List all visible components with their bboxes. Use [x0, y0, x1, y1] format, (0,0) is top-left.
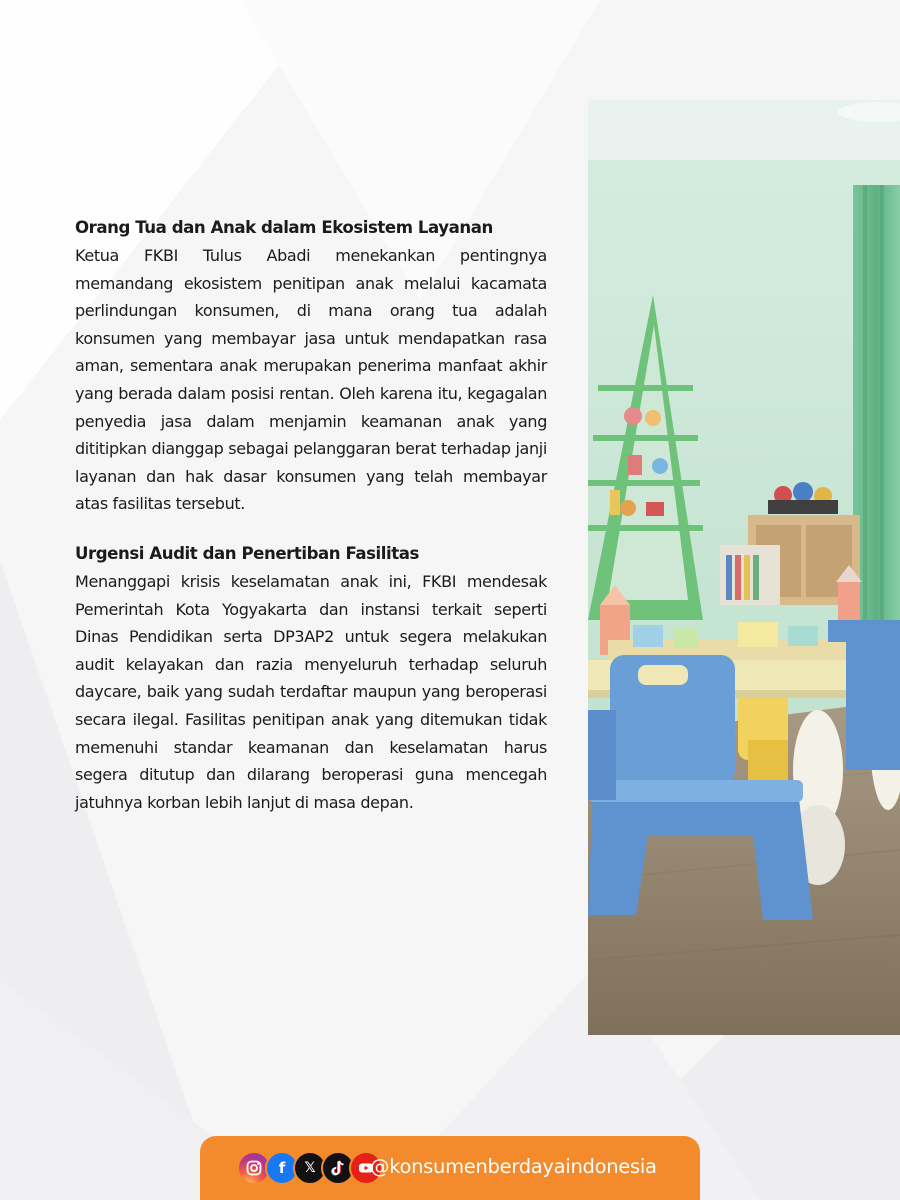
article-section	[75, 540, 547, 816]
section-paragraph: Menanggapi krisis keselamatan anak ini, FKBI mendesak Pemerintah Kota Yogyakarta dan instansi terkait seperti Dinas Pendidikan serta DP3AP2 untuk segera melakukan audit kelayakan dan razia menyeluruh terhadap seluruh daycare, baik yang sudah terdaftar maupun yang beroperasi secara ilegal. Fasilitas penitipan anak yang ditemukan tidak memenuhi standar keamanan dan keselamatan harus segera ditutup dan dilarang beroperasi guna mencegah jatuhnya korban lebih lanjut di masa depan.	[75, 571, 547, 812]
x-icon[interactable]: 𝕏	[293, 1151, 327, 1185]
article-section	[75, 214, 547, 518]
social-icons	[237, 1151, 377, 1185]
social-handle[interactable]: @konsumenberdayaindonesia	[370, 1155, 657, 1178]
section-paragraph: Ketua FKBI Tulus Abadi menekankan pentingnya memandang ekosistem penitipan anak melalui kacamata perlindungan konsumen, di mana orang tua adalah konsumen yang membayar jasa untuk mendapatkan rasa aman, sementara anak merupakan penerima manfaat akhir yang berada dalam posisi rentan. Oleh karena itu, kegagalan penyedia jasa dalam menjamin keamanan anak yang dititipkan dianggap sebagai pelanggaran berat terhadap janji layanan dan hak dasar konsumen yang telah membayar atas fasilitas tersebut.	[75, 246, 547, 514]
daycare-classroom-photo	[588, 100, 900, 1035]
section-heading: Urgensi Audit dan Penertiban Fasilitas	[75, 543, 419, 563]
section-heading: Orang Tua dan Anak dalam Ekosistem Layanan	[75, 218, 493, 237]
article-body	[75, 214, 547, 838]
facebook-icon[interactable]: f	[265, 1151, 299, 1185]
